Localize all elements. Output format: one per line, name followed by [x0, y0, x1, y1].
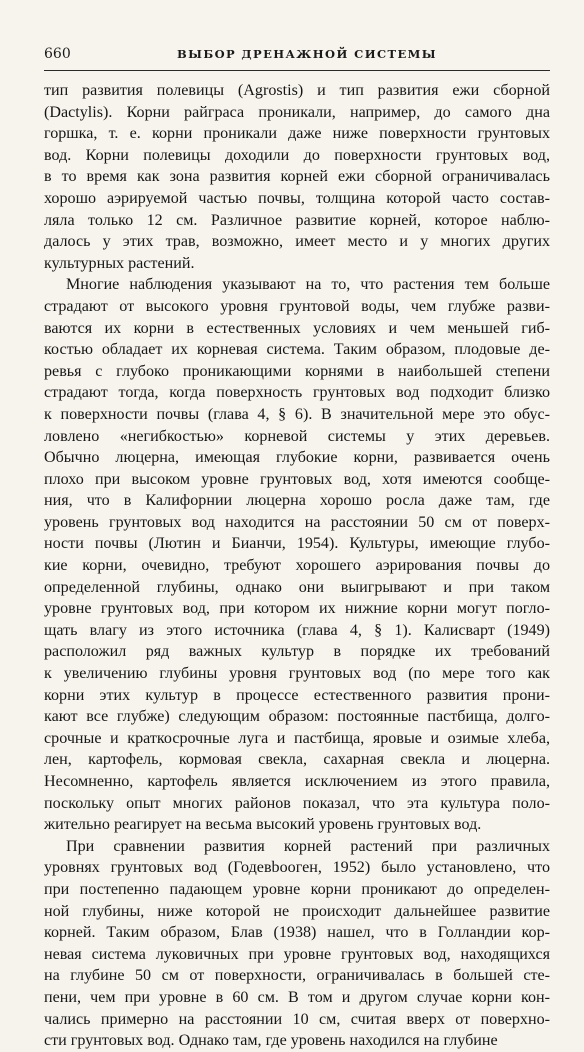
- paragraph: [44, 274, 550, 835]
- text-line: (Dactylis). Корни райграса проникали, например, до самого дна: [44, 103, 550, 121]
- text-line: вод. Корни полевицы доходили до поверхности грунтовых вод,: [44, 146, 550, 164]
- text-line: горшка, т. е. корни проникали даже ниже поверхности грунтовых: [44, 125, 550, 143]
- text-line: поскольку опыт многих районов показал, что эта культура поло-: [44, 794, 550, 812]
- header-rule: [44, 70, 550, 71]
- body-text: [44, 80, 550, 1052]
- text-line: ляла только 12 см. Различное развитие корней, которое наблю-: [44, 211, 550, 229]
- text-line: к увеличению глубины уровня грунтовых вод (по мере того как: [44, 665, 550, 683]
- text-line: определенной глубины, однако они выигрывают и при таком: [44, 578, 550, 596]
- text-line: уровень грунтовых вод находится на расстоянии 50 см от поверх-: [44, 513, 550, 531]
- text-line: плохо при высоком уровне грунтовых вод, хотя имеются сообще-: [44, 470, 550, 488]
- text-line: ревья с глубоко проникающими корнями в наибольшей степени: [44, 362, 550, 380]
- text-line: Многие наблюдения указывают на то, что растения тем больше: [66, 276, 550, 294]
- paragraph: [44, 80, 550, 274]
- text-line: корней. Таким образом, Блав (1938) нашел, что в Голландии кор-: [44, 924, 550, 942]
- text-line: Несомненно, картофель является исключением из этого правила,: [44, 773, 550, 790]
- text-line: щать влагу из этого источника (глава 4, § 1). Калисварт (1949): [44, 621, 550, 639]
- text-line: кие корни, очевидно, требуют хорошего аэрирования почвы до: [44, 557, 550, 575]
- text-line: ной глубины, ниже которой не происходит дальнейшее развитие: [44, 902, 550, 920]
- text-line: культурных растений.: [44, 254, 195, 272]
- text-line: При сравнении развития корней растений при различных: [66, 837, 550, 855]
- text-line: Обычно люцерна, имеющая глубокие корни, развивается очень: [44, 449, 550, 467]
- text-line: ваются их корни в естественных условиях и чем меньшей гиб-: [44, 319, 550, 337]
- text-line: хорошо аэрируемой частью почвы, толщина которой часто состав-: [44, 189, 550, 207]
- text-line: к поверхности почвы (глава 4, § 6). В значительной мере это обус-: [44, 405, 550, 423]
- text-line: ловлено «негибкостью» корневой системы у этих деревьев.: [44, 427, 550, 445]
- text-line: страдают тогда, когда поверхность грунтовых вод подходит близко: [44, 384, 550, 402]
- running-header: [44, 46, 550, 66]
- text-line: далось у этих трав, возможно, имеет место и у многих других: [44, 233, 550, 251]
- text-line: жительно реагирует на весьма высокий уровень грунтовых вод.: [44, 816, 482, 834]
- text-line: уровне грунтовых вод, при котором их нижние корни могут погло-: [44, 600, 550, 618]
- text-line: пени, чем при уровне в 60 см. В том и другом случае корни кон-: [44, 988, 550, 1006]
- text-line: костью обладает их корневая система. Таким образом, плодовые де-: [44, 341, 550, 359]
- text-line: ности почвы (Лютин и Бианчи, 1954). Культуры, имеющие глубо-: [44, 535, 550, 553]
- text-line: при постепенно падающем уровне корни проникают до определен-: [44, 880, 550, 898]
- text-line: лен, картофель, кормовая свекла, сахарная свекла и люцерна.: [44, 751, 550, 769]
- text-line: страдают от высокого уровня грунтовой воды, чем глубже разви-: [44, 297, 550, 315]
- paragraph: [44, 836, 550, 1052]
- text-line: ния, что в Калифорнии люцерна хорошо росла даже там, где: [44, 492, 550, 510]
- text-line: кают все глубже) следующим образом: постоянные пастбища, долго-: [44, 708, 550, 726]
- text-line: невая система луковичных при уровне грунтовых вод, находящихся: [44, 945, 550, 963]
- text-line: в то время как зона развития корней ежи сборной ограничивалась: [44, 168, 550, 186]
- text-line: тип развития полевицы (Agrostis) и тип развития ежи сборной: [44, 82, 550, 99]
- page-number: 660: [44, 46, 71, 62]
- text-line: на глубине 50 см от поверхности, ограничивалась в большей сте-: [44, 967, 550, 985]
- text-line: срочные и краткосрочные луга и пастбища, яровые и озимые хлеба,: [44, 729, 550, 747]
- text-line: уровнях грунтовых вод (Годевbooген, 1952) было установлено, что: [44, 859, 550, 877]
- text-line: сти грунтовых вод. Однако там, где уровень находился на глубине: [44, 1032, 498, 1050]
- running-title: ВЫБОР ДРЕНАЖНОЙ СИСТЕМЫ: [177, 47, 437, 61]
- text-line: корни этих культур в процессе естественного развития прони-: [44, 686, 550, 704]
- text-line: чались примерно на расстоянии 10 см, считая вверх от поверхно-: [44, 1010, 550, 1028]
- text-line: расположил ряд важных культур в порядке их требований: [44, 643, 550, 661]
